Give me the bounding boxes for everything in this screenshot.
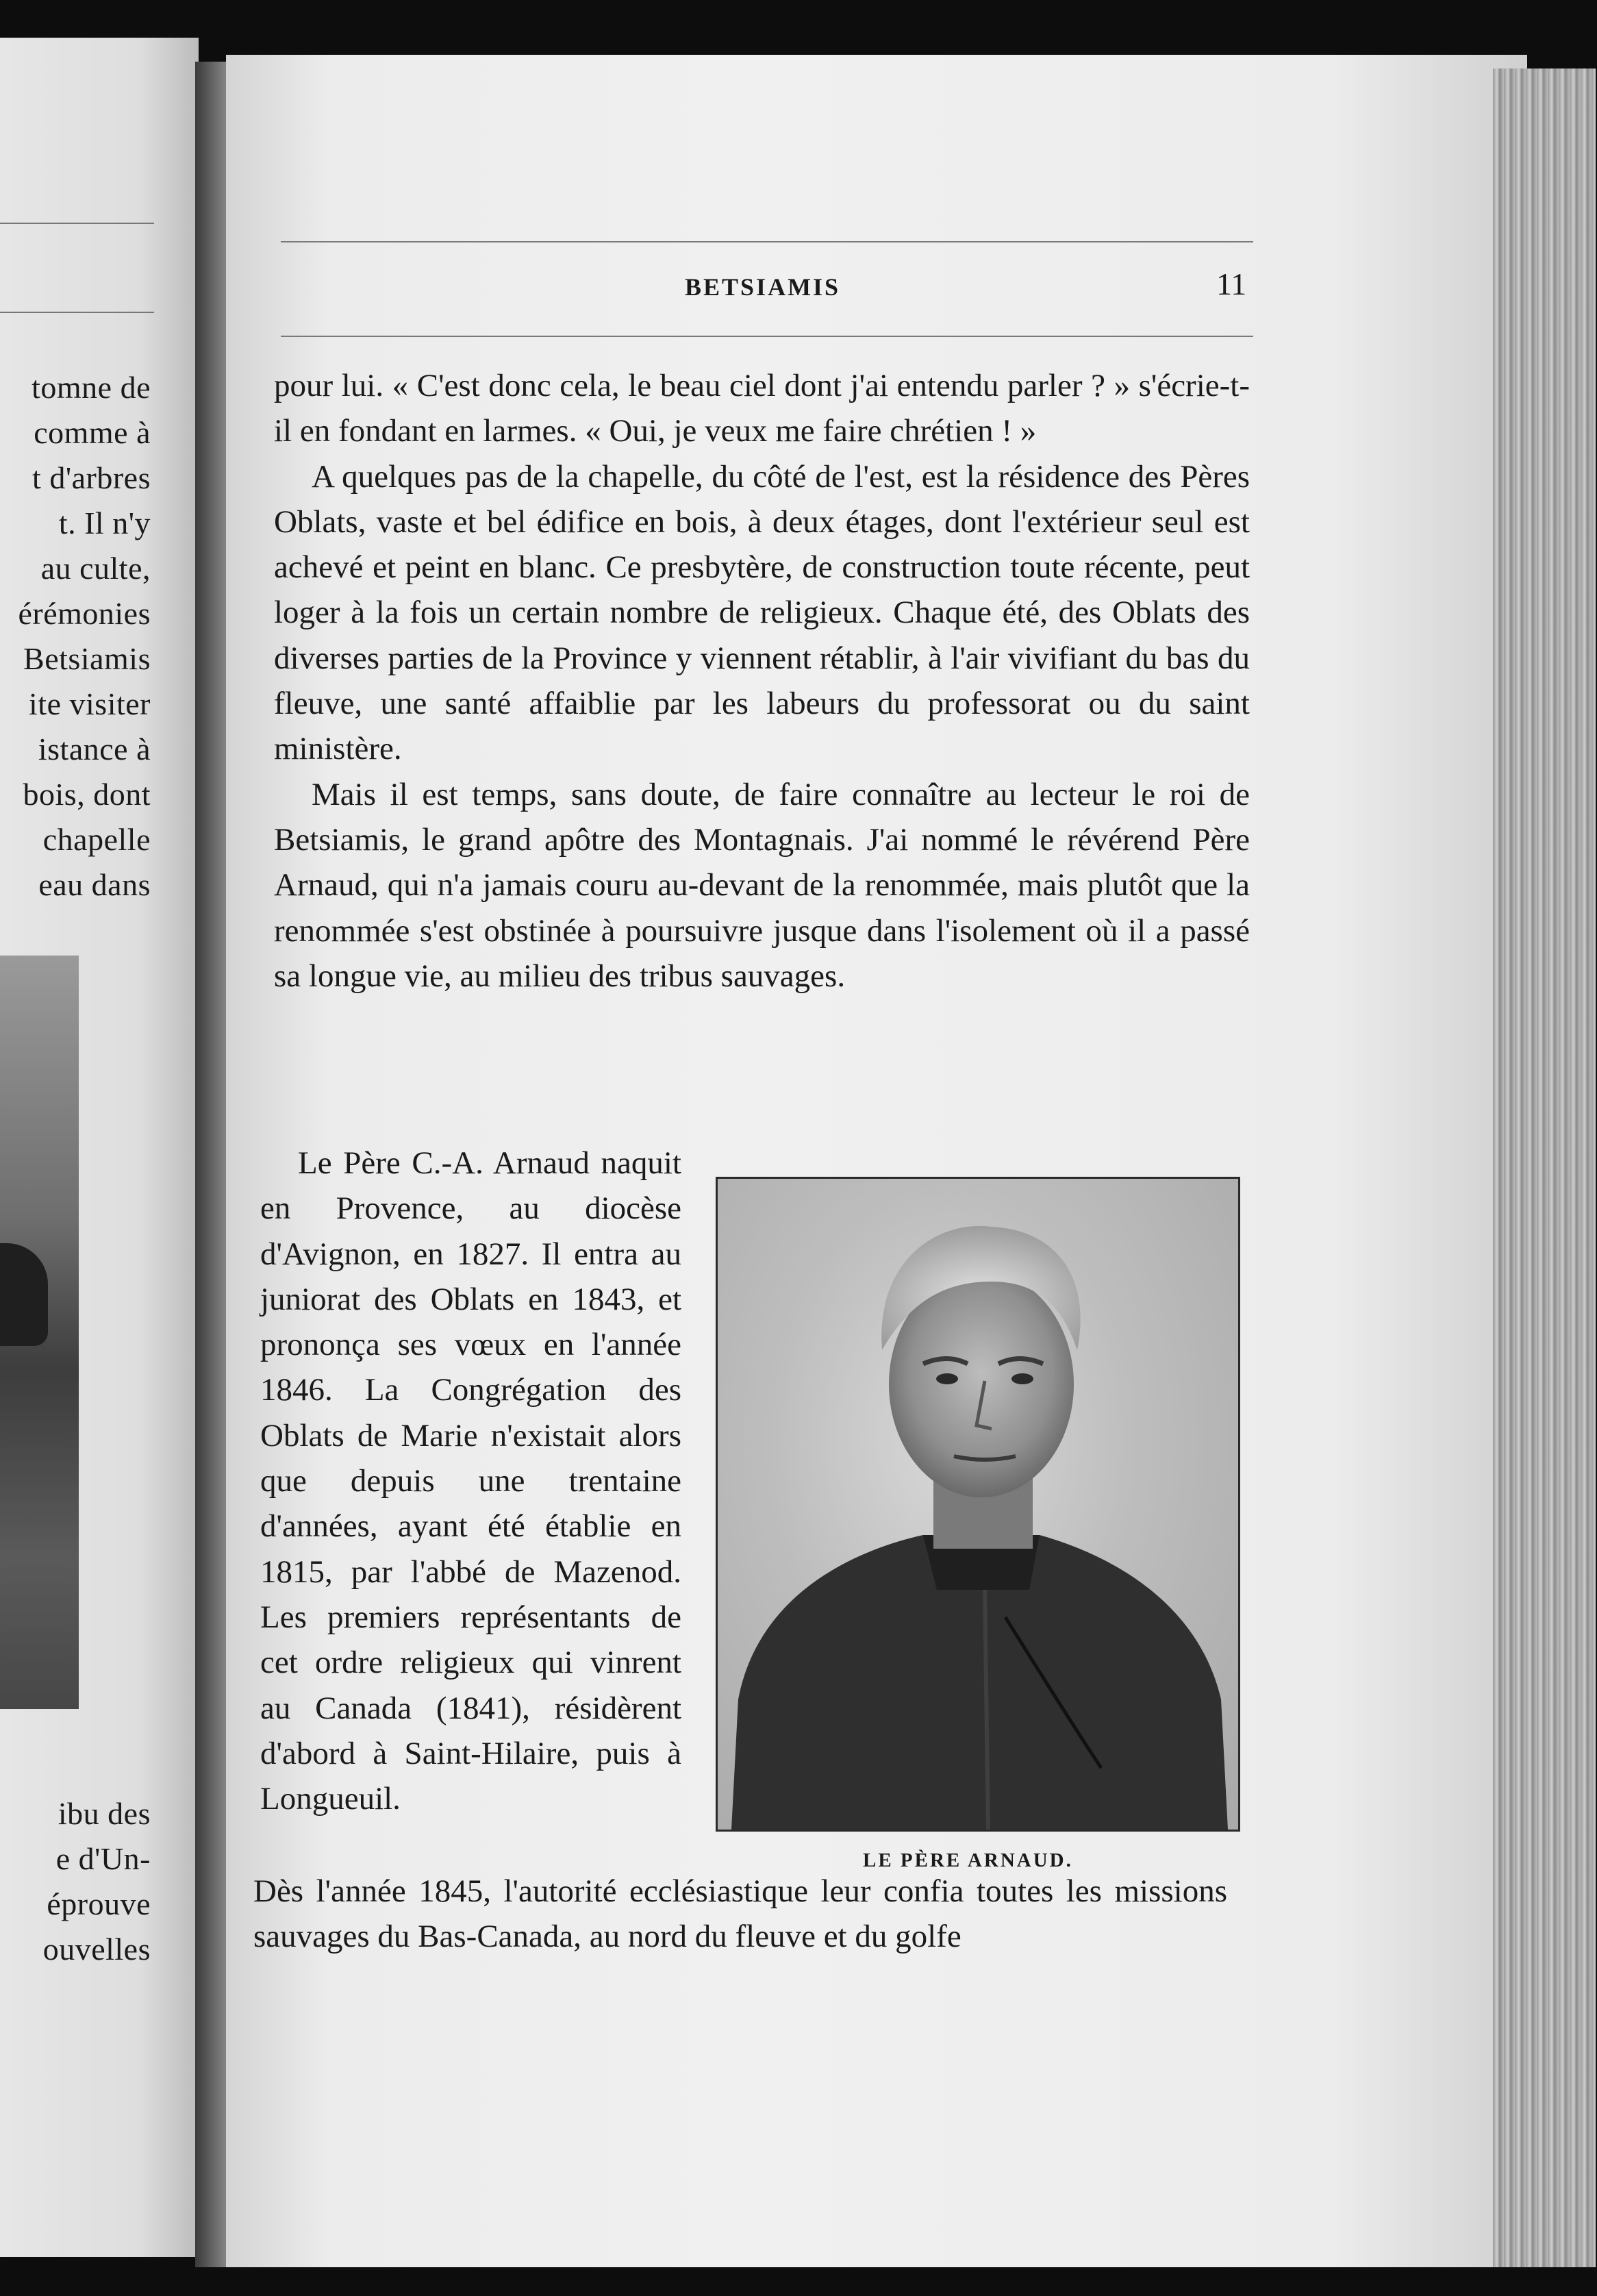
- left-fragment: érémonies: [18, 596, 151, 631]
- left-page-edge: [0, 38, 199, 2257]
- main-text: [274, 363, 1250, 999]
- column-text: [260, 1140, 681, 1821]
- left-fragment: ibu des: [58, 1796, 151, 1831]
- left-page-rule-top: [0, 223, 154, 224]
- left-fragment: t. Il n'y: [58, 506, 151, 540]
- left-fragment: chapelle: [42, 822, 151, 857]
- paragraph: Le Père C.-A. Arnaud naquit en Provence, au diocèse d'Avignon, en 1827. Il entra au juniorat des Oblats en 1843, et prononça ses vœux en l'année 1846. La Congrégation des Oblats de Marie n'existait alors que depuis une trentaine d'années, ayant été établie en 1815, par l'abbé de Mazenod. Les premiers représentants de cet ordre religieux qui vinrent au Canada (1841), résidèrent d'abord à Saint-Hilaire, puis à Longueuil.: [260, 1145, 681, 1817]
- paragraph: A quelques pas de la chapelle, du côté de l'est, est la résidence des Pères Oblats, vaste et bel édifice en bois, à deux étages, dont l'extérieur seul est achevé et peint en blanc. Ce presbytère, de construction toute récente, peut loger à la fois un certain nombre de religieux. Chaque été, des Oblats des diverses parties de la Province y viennent rétablir, à l'air vivifiant du bas du fleuve, une santé affaiblie par les labeurs du professorat ou du saint ministère.: [274, 458, 1250, 767]
- left-fragment: eau dans: [38, 867, 151, 902]
- left-fragment: tomne de: [32, 370, 151, 405]
- left-fragment: t d'arbres: [32, 460, 151, 495]
- paragraph: Dès l'année 1845, l'autorité ecclésiastique leur confia toutes les missions sauvages du Bas-Canada, au nord du fleuve et du golfe: [253, 1873, 1227, 1955]
- left-page-rule-bottom: [0, 312, 154, 313]
- left-fragment: e d'Un-: [55, 1841, 151, 1876]
- running-title: BETSIAMIS: [685, 273, 841, 301]
- paragraph: Mais il est temps, sans doute, de faire connaître au lecteur le roi de Betsiamis, le grand apôtre des Montagnais. J'ai nommé le révérend Père Arnaud, qui n'a jamais couru au-devant de la renommée, mais plutôt que la renommée s'est obstinée à poursuivre jusque dans l'isolement où il a passé sa longue vie, au milieu des tribus sauvages.: [274, 776, 1250, 994]
- portrait-photo: [716, 1177, 1240, 1832]
- left-fragment: au culte,: [40, 551, 151, 586]
- left-fragment: ouvelles: [42, 1932, 151, 1967]
- figure-caption: LE PÈRE ARNAUD.: [863, 1849, 1073, 1871]
- header-rule-top: [281, 241, 1253, 242]
- page-number: 11: [1216, 266, 1247, 301]
- left-fragment: éprouve: [47, 1886, 151, 1921]
- paragraph: pour lui. « C'est donc cela, le beau ciel dont j'ai entendu parler ? » s'écrie-t-il en fondant en larmes. « Oui, je veux me faire chrétien ! »: [274, 368, 1250, 449]
- portrait-figure: [718, 1179, 1238, 1830]
- left-page-photo: [0, 956, 79, 1709]
- bell-tower-shape: [0, 1243, 48, 1346]
- left-fragment: istance à: [38, 732, 151, 766]
- page-stack-edge: [1493, 68, 1596, 2267]
- left-fragment: bois, dont: [23, 777, 151, 812]
- left-fragment: ite visiter: [29, 686, 151, 721]
- header-rule-bottom: [281, 336, 1253, 337]
- left-fragment: Betsiamis: [23, 641, 151, 676]
- tail-text: [253, 1869, 1227, 1960]
- left-fragment: comme à: [34, 415, 151, 450]
